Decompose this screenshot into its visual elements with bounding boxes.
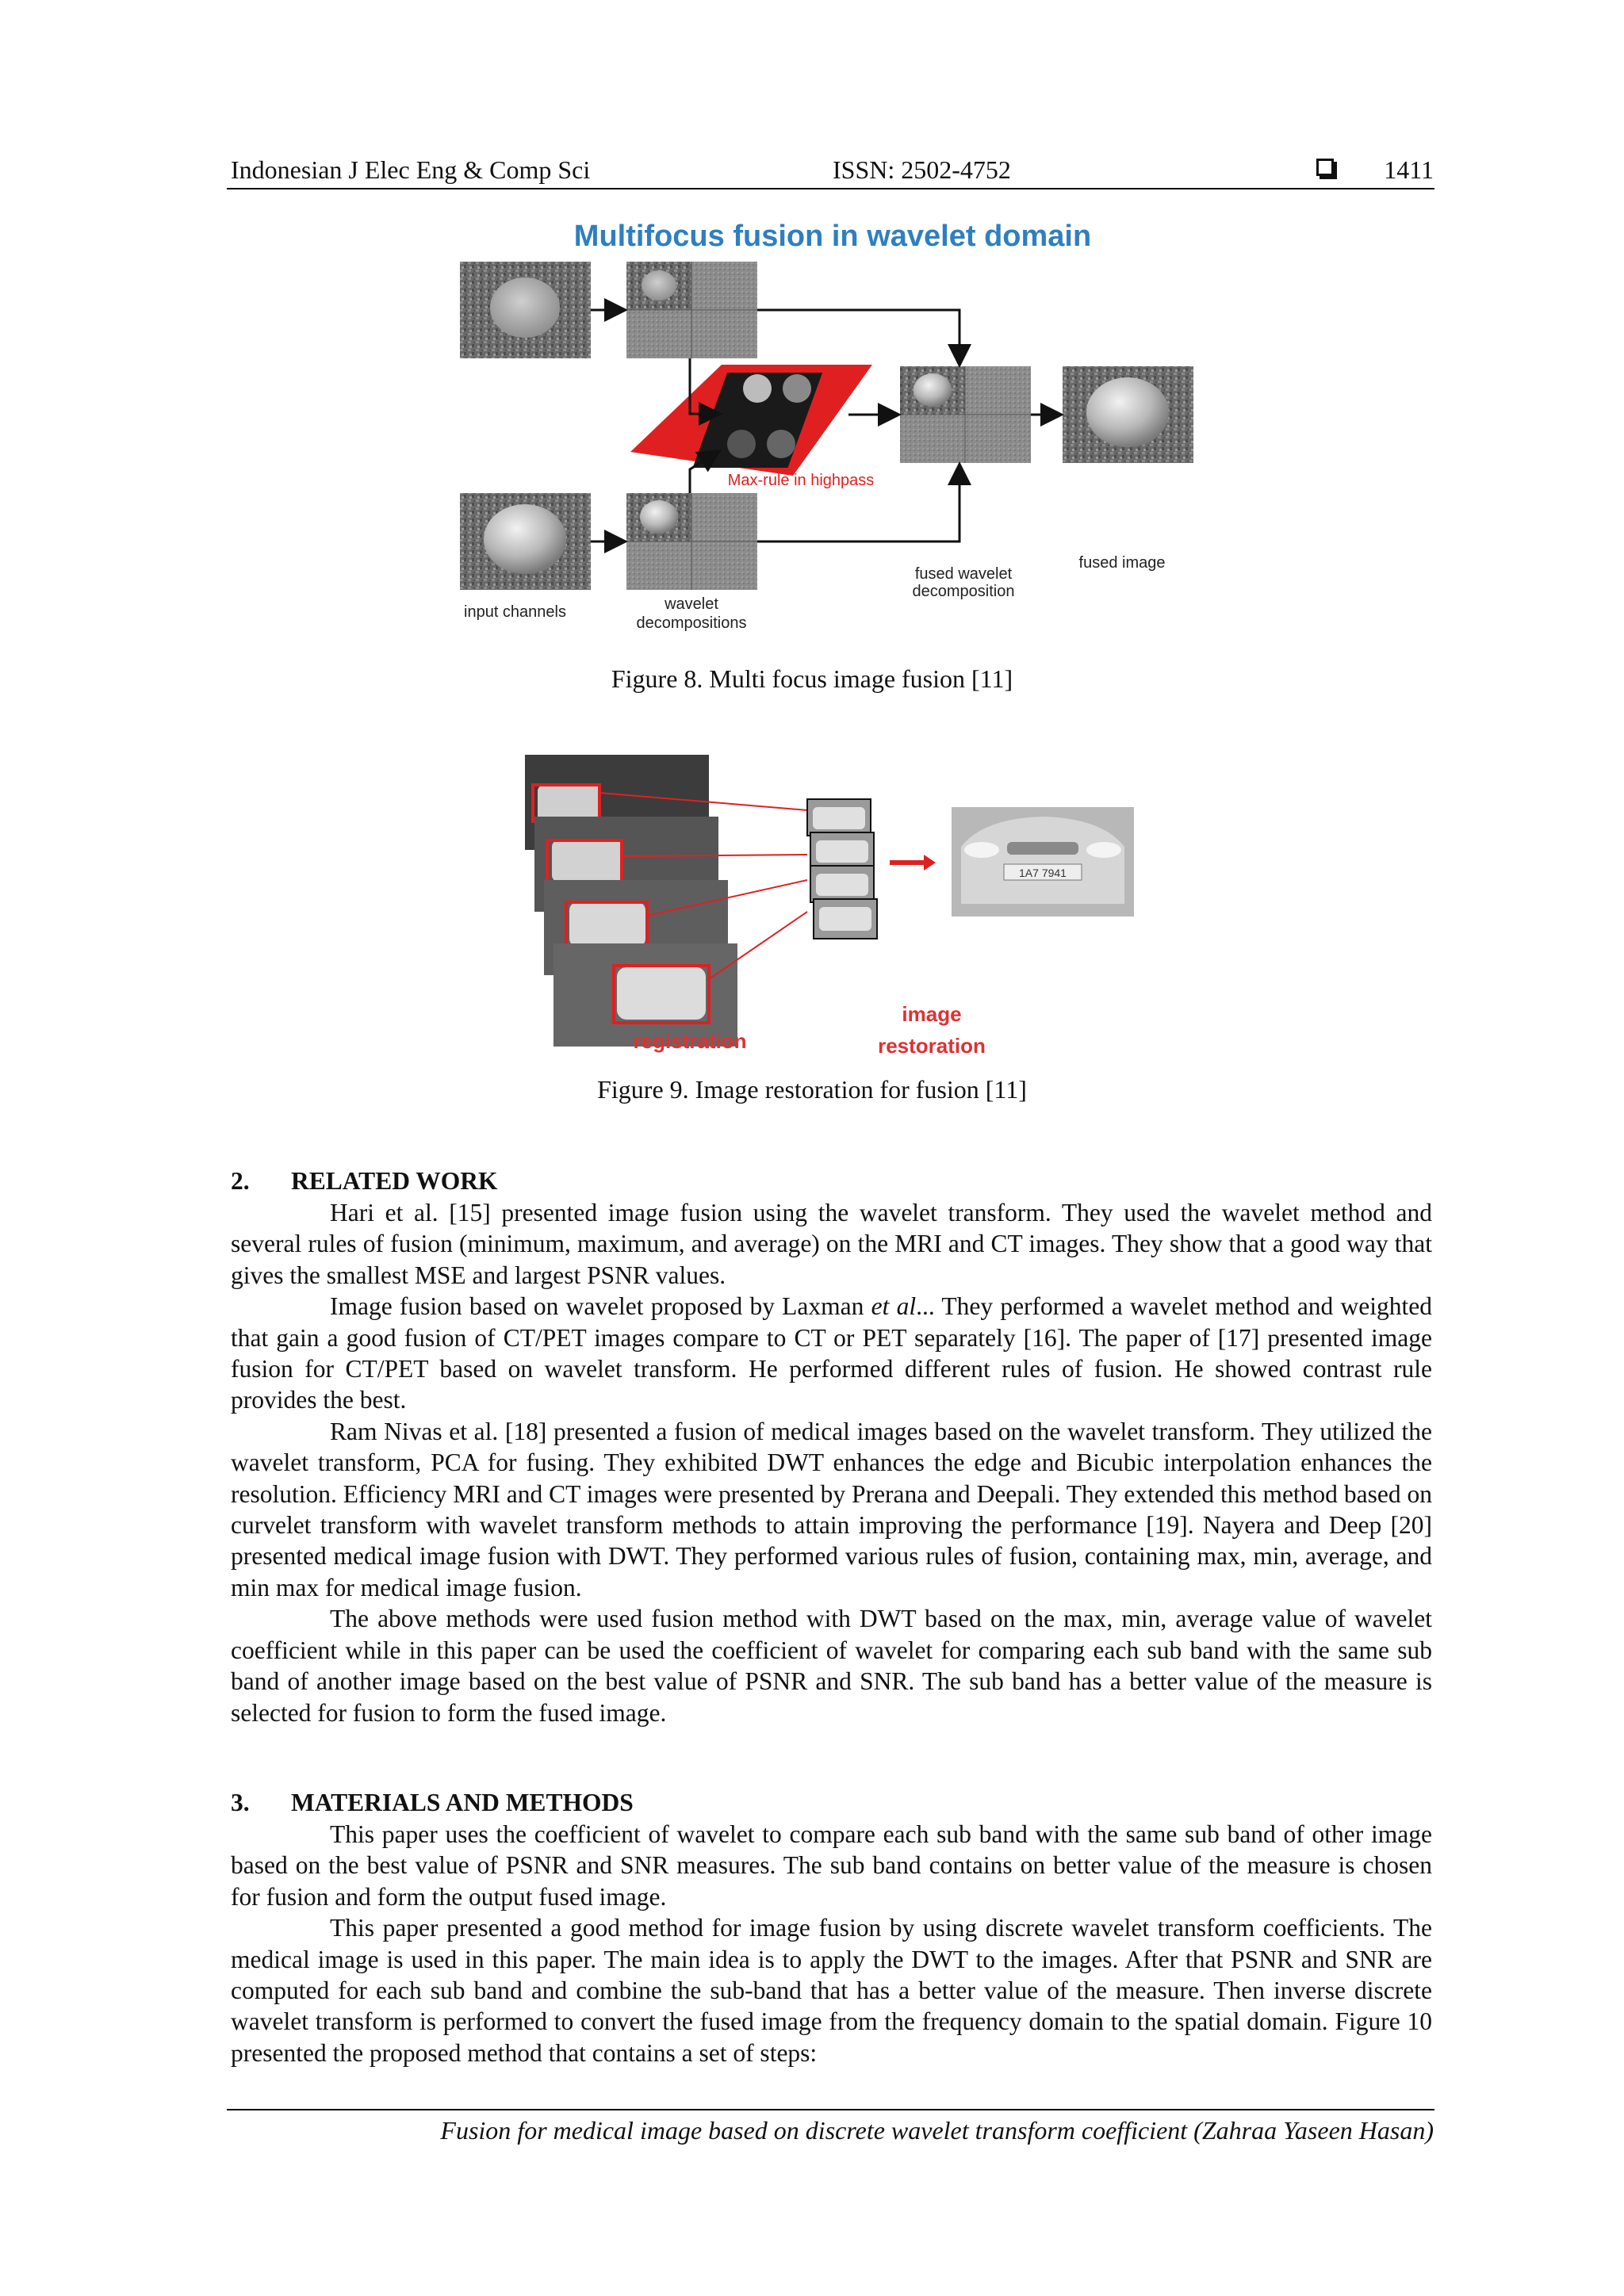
label-registration: registration — [633, 1029, 747, 1053]
arrow-top-lowpass — [757, 310, 959, 363]
header-rule — [227, 188, 1434, 189]
label-input-channels: input channels — [464, 603, 566, 621]
input-ball-bottom — [484, 504, 566, 574]
paragraph: This paper uses the coefficient of wavelet to compare each sub band with the same sub band of other image based on the best value of PSNR and SNR measures. The sub band contains on better value of the measure is chosen for fusion and form the output fused image. — [231, 1820, 1432, 1911]
paragraph: Ram Nivas et al. [18] presented a fusion of medical images based on the wavelet transform. They utilized the wavelet transform, PCA for fusing. They exhibited DWT enhances the edge and Bicubic interpolation enhances the resolution. Efficiency MRI and CT images were presented by Prerana and Deepali. They extended this method based on curvelet transform with wavelet transform methods to attain improving the performance [19]. Nayera and Deep [20] presented medical image fusion with DWT. They performed various rules of fusion, containing max, min, average, and min max for medical image fusion. — [231, 1417, 1432, 1601]
label-decompositions: decompositions — [636, 614, 747, 632]
label-restoration: restoration — [878, 1034, 986, 1058]
label-wavelet: wavelet — [665, 595, 718, 613]
registration-frames — [525, 755, 737, 1047]
label-fused-image: fused image — [1078, 554, 1166, 572]
section-2-heading — [231, 1165, 498, 1197]
restored-car — [952, 807, 1134, 916]
section-3-title: MATERIALS AND METHODS — [291, 1789, 634, 1816]
figure-8-diagram — [460, 214, 1221, 642]
section-2-number: 2. — [231, 1167, 250, 1195]
label-decomposition: decomposition — [912, 583, 1015, 600]
paragraph: This paper presented a good method for image fusion by using discrete wavelet transform coefficients. The medical image is used in this paper. The main idea is to apply the DWT to the images. After that PSNR and SNR are computed for each sub band and combine the sub-band that has a better value of the measure. Then inverse discrete wavelet transform is performed to convert the fused image from the frequency domain to the spatial domain. Figure 10 presented the proposed method that contains a set of steps: — [231, 1914, 1432, 2067]
section-3-number: 3. — [231, 1789, 250, 1816]
running-header-issn: ISSN: 2502-4752 — [833, 155, 1011, 184]
restoration-arrow-head — [924, 855, 936, 871]
figure-8-title: Multifocus fusion in wavelet domain — [573, 220, 1092, 253]
section-3-heading — [231, 1787, 634, 1819]
label-fused-wavelet: fused wavelet — [914, 565, 1013, 583]
figure-9-caption: Figure 9. Image restoration for fusion [11] — [597, 1075, 1027, 1104]
section-3-body — [231, 1819, 1432, 2068]
section-2-body — [231, 1197, 1432, 1728]
figure-8-caption: Figure 8. Multi focus image fusion [11] — [611, 664, 1013, 693]
figure-9-diagram — [523, 753, 1142, 1062]
running-header-journal: Indonesian J Elec Eng & Comp Sci — [231, 155, 591, 184]
figure-8 — [460, 214, 1221, 642]
input-ball-top — [490, 277, 560, 338]
figure-9 — [523, 753, 1142, 1062]
footer-rule — [227, 2109, 1434, 2110]
fused-ball — [1086, 377, 1169, 447]
paragraph: Image fusion based on wavelet proposed by Laxman et al... They performed a wavelet method and weighted that gain a good fusion of CT/PET images compare to CT or PET separately [16]. The paper of [17] presented image fusion for CT/PET based on wavelet transform. He performed different rules of fusion. He showed contrast rule provides the best. — [231, 1292, 1432, 1414]
license-plate: 1A7 7941 — [1019, 867, 1067, 879]
checkbox-square-icon — [1316, 159, 1334, 176]
registered-crops — [807, 799, 877, 939]
section-2-title: RELATED WORK — [291, 1167, 498, 1195]
label-image: image — [902, 1002, 962, 1026]
page-number: 1411 — [1384, 155, 1434, 184]
paragraph: Hari et al. [15] presented image fusion using the wavelet transform. They used the wavelet method and several rules of fusion (minimum, maximum, and average) on the MRI and CT images. They show that a good way that gives the smallest MSE and largest PSNR values. — [231, 1199, 1432, 1289]
max-rule-label: Max-rule in highpass — [727, 472, 875, 489]
paragraph: The above methods were used fusion method with DWT based on the max, min, average value of wavelet coefficient while in this paper can be used the coefficient of wavelet for comparing each sub band with the same sub band of another image based on the best value of PSNR and SNR. The sub band has a better value of the measure is selected for fusion to form the fused image. — [231, 1605, 1432, 1727]
running-footer: Fusion for medical image based on discrete wavelet transform coefficient (Zahraa Yaseen Hasan) — [440, 2116, 1434, 2145]
